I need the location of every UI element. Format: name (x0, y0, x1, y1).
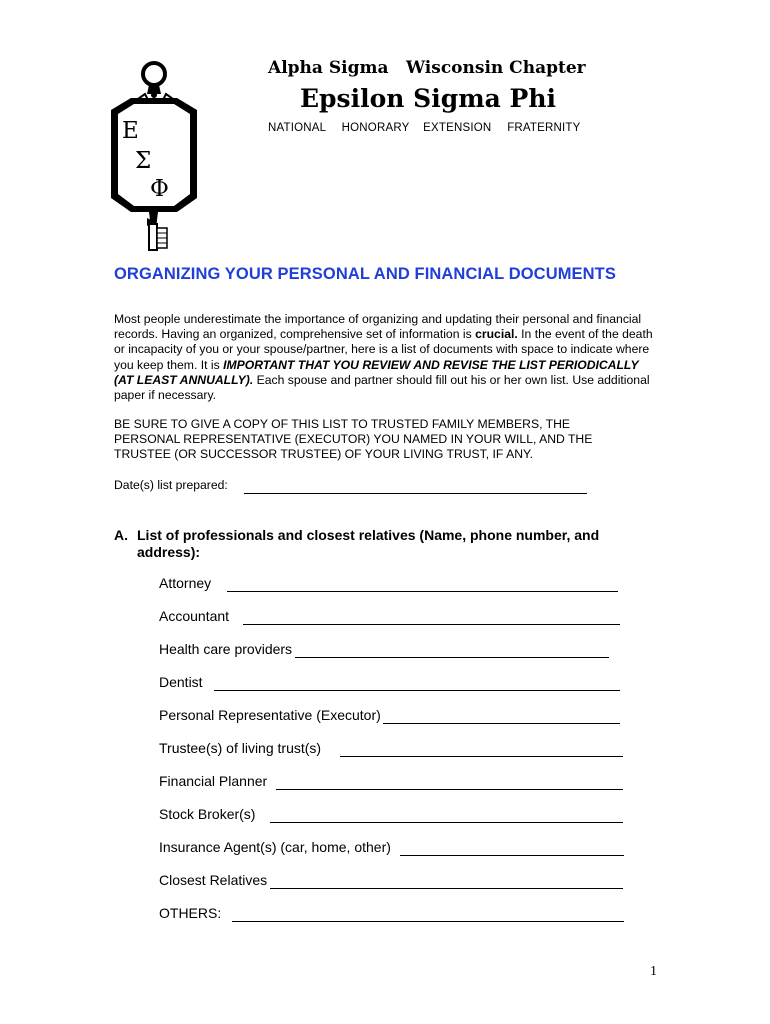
field-line-closest-relatives[interactable] (270, 874, 623, 889)
field-label-financial-planner: Financial Planner (159, 773, 268, 789)
organization-subtitle (268, 122, 581, 134)
field-line-executor[interactable] (383, 709, 620, 724)
subtitle-word-extension: EXTENSION (423, 122, 492, 134)
field-label-trustee: Trustee(s) of living trust(s) (159, 740, 322, 756)
field-trustee (159, 740, 321, 758)
field-line-stock-broker[interactable] (270, 808, 623, 823)
field-line-insurance-agent[interactable] (400, 841, 624, 856)
field-health-care (159, 641, 292, 659)
field-line-health-care[interactable] (295, 643, 609, 658)
field-line-dentist[interactable] (214, 676, 620, 691)
field-line-others[interactable] (232, 907, 624, 922)
date-label: Date(s) list prepared: (114, 478, 228, 492)
key-logo-icon (105, 58, 200, 254)
subtitle-word-honorary: HONORARY (341, 122, 410, 134)
field-label-closest-relatives: Closest Relatives (159, 872, 268, 888)
field-label-attorney: Attorney (159, 575, 212, 591)
copy-instruction: BE SURE TO GIVE A COPY OF THIS LIST TO TRUSTED FAMILY MEMBERS, THE PERSONAL REPRESENTATIVE (EXECUTOR) YOU NAMED IN YOUR WILL, AND THE TRUSTEE (OR SUCCESSOR TRUSTEE) OF YOUR LIVING TRUST, IF ANY. (114, 417, 593, 462)
intro-text-crucial: crucial. (475, 327, 518, 342)
page-title: ORGANIZING YOUR PERSONAL AND FINANCIAL DOCUMENTS (114, 265, 616, 283)
subtitle-word-national: NATIONAL (268, 122, 326, 134)
logo-letter-epsilon: E (122, 118, 139, 144)
logo-letter-phi: Φ (150, 176, 169, 202)
subtitle-word-fraternity: FRATERNITY (507, 122, 581, 134)
section-a-heading: List of professionals and closest relatives (Name, phone number, and address): (137, 527, 600, 560)
date-field[interactable] (244, 479, 587, 494)
field-insurance-agent (159, 839, 391, 857)
chapter-name-left: Alpha Sigma (268, 58, 389, 78)
field-closest-relatives (159, 872, 267, 890)
intro-text-b: In the event of the death or incapacity of you or your spouse/partner, here is a list of documents with space to indicate where you keep them. It is (114, 327, 653, 372)
field-label-others: OTHERS: (159, 905, 222, 921)
field-line-financial-planner[interactable] (276, 775, 623, 790)
chapter-name-right: Wisconsin Chapter (406, 58, 586, 78)
field-dentist (159, 674, 203, 692)
field-label-dentist: Dentist (159, 674, 203, 690)
field-executor (159, 707, 381, 725)
field-stock-broker (159, 806, 255, 824)
field-attorney (159, 575, 211, 593)
chapter-logo (105, 58, 200, 254)
page-number: 1 (650, 964, 657, 979)
intro-text-important: IMPORTANT THAT YOU REVIEW AND REVISE THE LIST PERIODICALLY (AT LEAST ANNUALLY). (114, 357, 639, 387)
intro-text-c: Each spouse and partner should fill out his or her own list. Use additional paper if necessary. (114, 372, 650, 403)
intro-paragraph (114, 312, 659, 403)
field-line-accountant[interactable] (243, 610, 620, 625)
field-line-trustee[interactable] (340, 742, 623, 757)
field-label-insurance-agent: Insurance Agent(s) (car, home, other) (159, 839, 391, 855)
organization-name: Epsilon Sigma Phi (300, 84, 557, 113)
field-accountant (159, 608, 229, 626)
intro-text-a: Most people underestimate the importance of organizing and updating their personal and financial records. Having an organized, comprehensive set of information is (114, 312, 642, 342)
field-others (159, 905, 221, 923)
field-financial-planner (159, 773, 267, 791)
field-label-accountant: Accountant (159, 608, 230, 624)
field-label-stock-broker: Stock Broker(s) (159, 806, 256, 822)
logo-letter-sigma: Σ (135, 148, 152, 174)
field-label-health-care: Health care providers (159, 641, 293, 657)
field-label-executor: Personal Representative (Executor) (159, 707, 381, 723)
section-a-marker: A. (114, 527, 128, 543)
field-line-attorney[interactable] (227, 577, 618, 592)
